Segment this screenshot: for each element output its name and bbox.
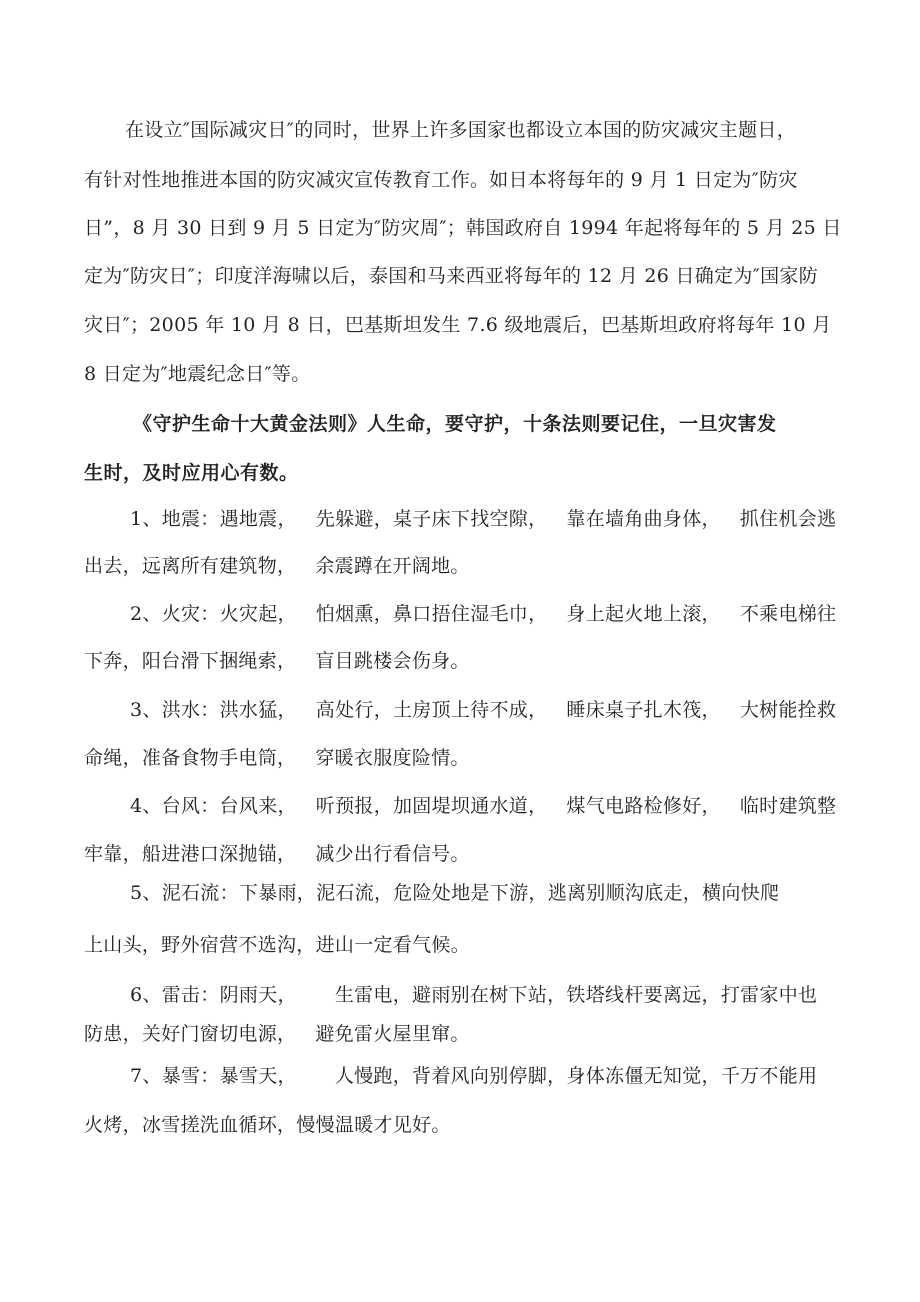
rule-line: 命绳，准备食物手电筒， 穿暖衣服度险情。 <box>84 747 470 769</box>
intro-line: 在设立″国际减灾日″的同时，世界上许多国家也都设立本国的防灾减灾主题日， <box>125 119 796 141</box>
rule-line: 4、台风：台风来， 听预报，加固堤坝通水道， 煤气电路检修好， 临时建筑整 <box>130 795 837 817</box>
rule-line: 3、洪水：洪水猛， 高处行，土房顶上待不成， 睡床桌子扎木筏， 大树能拴救 <box>130 699 837 721</box>
rule-line: 1、地震：遇地震， 先躲避，桌子床下找空隙， 靠在墙角曲身体， 抓住机会逃 <box>130 508 837 530</box>
rule-line: 7、暴雪：暴雪天， 人慢跑，背着风向别停脚，身体冻僵无知觉，千万不能用 <box>130 1065 818 1087</box>
rule-line: 牢靠，船进港口深抛锚， 减少出行看信号。 <box>84 843 470 865</box>
intro-line: 8 日定为″地震纪念日″等。 <box>84 363 311 385</box>
intro-line: 灾日″；2005 年 10 月 8 日，巴基斯坦发生 7.6 级地震后，巴基斯坦政府将每年 10 月 <box>84 314 832 336</box>
intro-line: 有针对性地推进本国的防灾减灾宣传教育工作。如日本将每年的 9 月 1 日定为″防灾 <box>84 169 798 191</box>
rule-line: 2、火灾：火灾起， 怕烟熏，鼻口捂住湿毛巾， 身上起火地上滚， 不乘电梯往 <box>130 603 837 625</box>
rule-line: 上山头，野外宿营不选沟，进山一定看气候。 <box>84 934 471 956</box>
rule-line: 5、泥石流：下暴雨，泥石流，危险处地是下游，逃离别顺沟底走，横向快爬 <box>130 882 780 904</box>
rule-line: 火烤，冰雪搓洗血循环，慢慢温暖才见好。 <box>84 1114 451 1136</box>
rule-line: 防患，关好门窗切电源， 避免雷火屋里窜。 <box>84 1023 470 1045</box>
section-heading: 生时，及时应用心有数。 <box>84 462 299 484</box>
rule-line: 下奔，阳台滑下捆绳索， 盲目跳楼会伤身。 <box>84 650 470 672</box>
intro-line: 定为″防灾日″；印度洋海啸以后，泰国和马来西亚将每年的 12 月 26 日确定为″国家防 <box>84 265 819 287</box>
section-heading: 《守护生命十大黄金法则》人生命，要守护，十条法则要记住，一旦灾害发 <box>133 413 777 435</box>
intro-line: 日”，8 月 30 日到 9 月 5 日定为″防灾周″；韩国政府自 1994 年起将每年的 5 月 25 日 <box>84 217 842 239</box>
rule-line: 出去，远离所有建筑物， 余震蹲在开阔地。 <box>84 555 470 577</box>
rule-line: 6、雷击：阴雨天， 生雷电，避雨别在树下站，铁塔线杆要离远，打雷家中也 <box>130 984 818 1006</box>
